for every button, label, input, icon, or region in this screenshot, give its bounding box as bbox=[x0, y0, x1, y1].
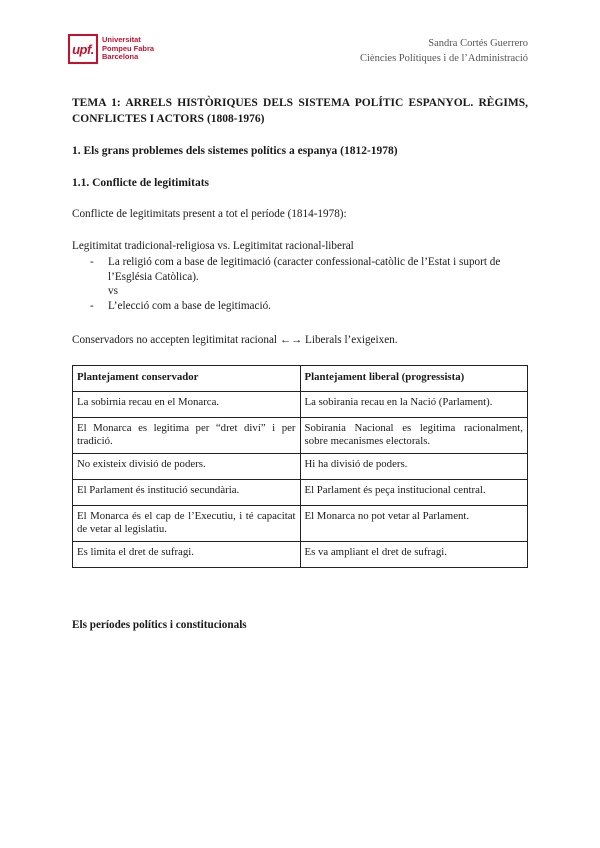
table-cell: El Parlament és peça institucional central. bbox=[300, 479, 528, 505]
table-row bbox=[73, 391, 528, 417]
logo-line-3: Barcelona bbox=[102, 52, 139, 62]
list-item bbox=[72, 255, 528, 284]
logo-line-2: Pompeu Fabra bbox=[102, 43, 155, 53]
vs-text: vs bbox=[108, 285, 118, 297]
legitimacy-line: Legitimitat tradicional-religiosa vs. Legitimitat racional-liberal bbox=[72, 240, 354, 252]
table-cell: El Monarca és el cap de l’Executiu, i té capacitat de vetar al legislatiu. bbox=[73, 505, 301, 541]
course-name: Ciències Polítiques i de l’Administració bbox=[360, 53, 528, 64]
list-item-text: La religió com a base de legitimació (caracter confessional-catòlic de l’Estat i suport de l’Església Catòlica). bbox=[108, 256, 501, 283]
author-name: Sandra Cortés Guerrero bbox=[428, 38, 528, 49]
legitimacy-list bbox=[72, 255, 528, 313]
comparison-table bbox=[72, 365, 528, 568]
table-row bbox=[73, 505, 528, 541]
table-cell: No existeix divisió de poders. bbox=[73, 453, 301, 479]
table-cell: La sobirania recau en la Nació (Parlament). bbox=[300, 391, 528, 417]
column-header-conservative: Plantejament conservador bbox=[73, 366, 301, 392]
intro-paragraph: Conflicte de legitimitats present a tot el període (1814-1978): bbox=[72, 208, 347, 220]
table-cell: El Monarca no pot vetar al Parlament. bbox=[300, 505, 528, 541]
table-cell: Es limita el dret de sufragi. bbox=[73, 541, 301, 567]
list-dash: - bbox=[90, 299, 94, 312]
conservatives-line: Conservadors no accepten legitimitat racional ←→ Liberals l’exigeixen. bbox=[72, 334, 398, 346]
table-cell: Hi ha divisió de poders. bbox=[300, 453, 528, 479]
section-heading-1-1: 1.1. Conflicte de legitimitats bbox=[72, 177, 210, 189]
header-info bbox=[360, 36, 528, 66]
table-cell: La sobirnia recau en el Monarca. bbox=[73, 391, 301, 417]
table-row bbox=[73, 417, 528, 453]
table-cell: El Parlament és institució secundària. bbox=[73, 479, 301, 505]
section-heading-1: 1. Els grans problemes dels sistemes polítics a espanya (1812-1978) bbox=[72, 145, 398, 157]
table-header-row bbox=[73, 366, 528, 392]
list-item bbox=[72, 299, 528, 314]
table-cell: Sobirania Nacional es legitima racionalment, sobre mecanismes electorals. bbox=[300, 417, 528, 453]
list-dash: - bbox=[90, 256, 94, 268]
column-header-liberal: Plantejament liberal (progressista) bbox=[300, 366, 528, 392]
upf-logo-mark: upf. bbox=[68, 34, 98, 64]
section-heading-periods: Els períodes polítics i constitucionals bbox=[72, 619, 247, 631]
table-cell: El Monarca es legitima per “dret diví” i per tradició. bbox=[73, 417, 301, 453]
table-row bbox=[73, 541, 528, 567]
logo-text bbox=[102, 36, 154, 62]
table-row bbox=[73, 453, 528, 479]
document-title: TEMA 1: ARRELS HISTÒRIQUES DELS SISTEMA POLÍTIC ESPANYOL. RÈGIMS, CONFLICTES I ACTORS (1808-1976) bbox=[72, 97, 528, 125]
university-logo bbox=[68, 34, 154, 64]
table-cell: Es va ampliant el dret de sufragi. bbox=[300, 541, 528, 567]
list-item-text: L’elecció com a base de legitimació. bbox=[108, 299, 271, 312]
logo-line-1: Universitat bbox=[102, 35, 141, 45]
table-row bbox=[73, 479, 528, 505]
